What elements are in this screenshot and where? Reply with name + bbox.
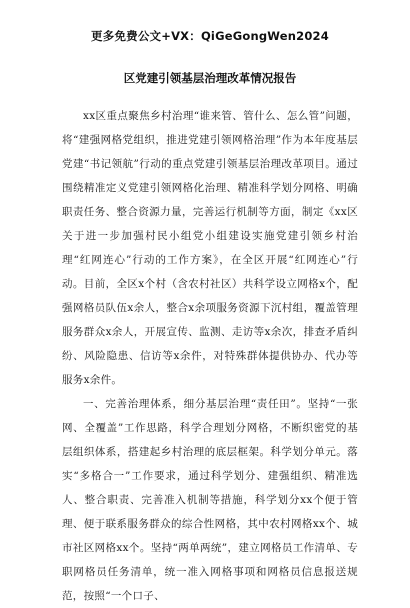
promo-banner: 更多免费公文+VX：QiGeGongWen2024 [91,29,329,43]
paragraph-section-one: 一、完善治理体系，细分基层治理“责任田”。坚持“一张网、全覆盖”工作思路，科学合理划分网格，不断织密党的基层组织体系，搭建起乡村治理的底层框架。科学划分单元。落实“多格合一”工作要求，通过科学划分、建强组织、精准选人、整合职责、完善准入机制等措施，科学划分xx个便于管理、便于联系服务群众的综合性网格，其中农村网格xx个、城市社区网格xx个。坚持“两单两统”，建立网格员工作清单、专职网格员任务清单，统一准入网格事项和网格员信息报送规范，按照“一个口子、 [62,398,358,602]
paragraph-intro: xx区重点聚焦乡村治理“谁来管、管什么、怎么管”问题，将“建强网格党组织，推进党建引领网格治理”作为本年度基层党建“书记领航”行动的重点党建引领基层治理改革项目。通过围绕精准定义党建引领网格化治理、精准科学划分网格、明确职责任务、整合资源力量，完善运行机制等方面，制定《xx区关于进一步加强村民小组党小组建设实施党建引领乡村治理“红网连心”行动的工作方案》，在全区开展“红网连心”行动。目前，全区x个村（含农村社区）共科学设立网格x个，配强网格员队伍x余人，整合x余项服务资源下沉村组，覆盖管理服务群众x余人，开展宣传、监测、走访等x余次，排查矛盾纠纷、风险隐患、信访等x余件，对特殊群体提供协办、代办等服务x余件。 [62,110,358,386]
document-title: 区党建引领基层治理改革情况报告 [123,71,297,85]
